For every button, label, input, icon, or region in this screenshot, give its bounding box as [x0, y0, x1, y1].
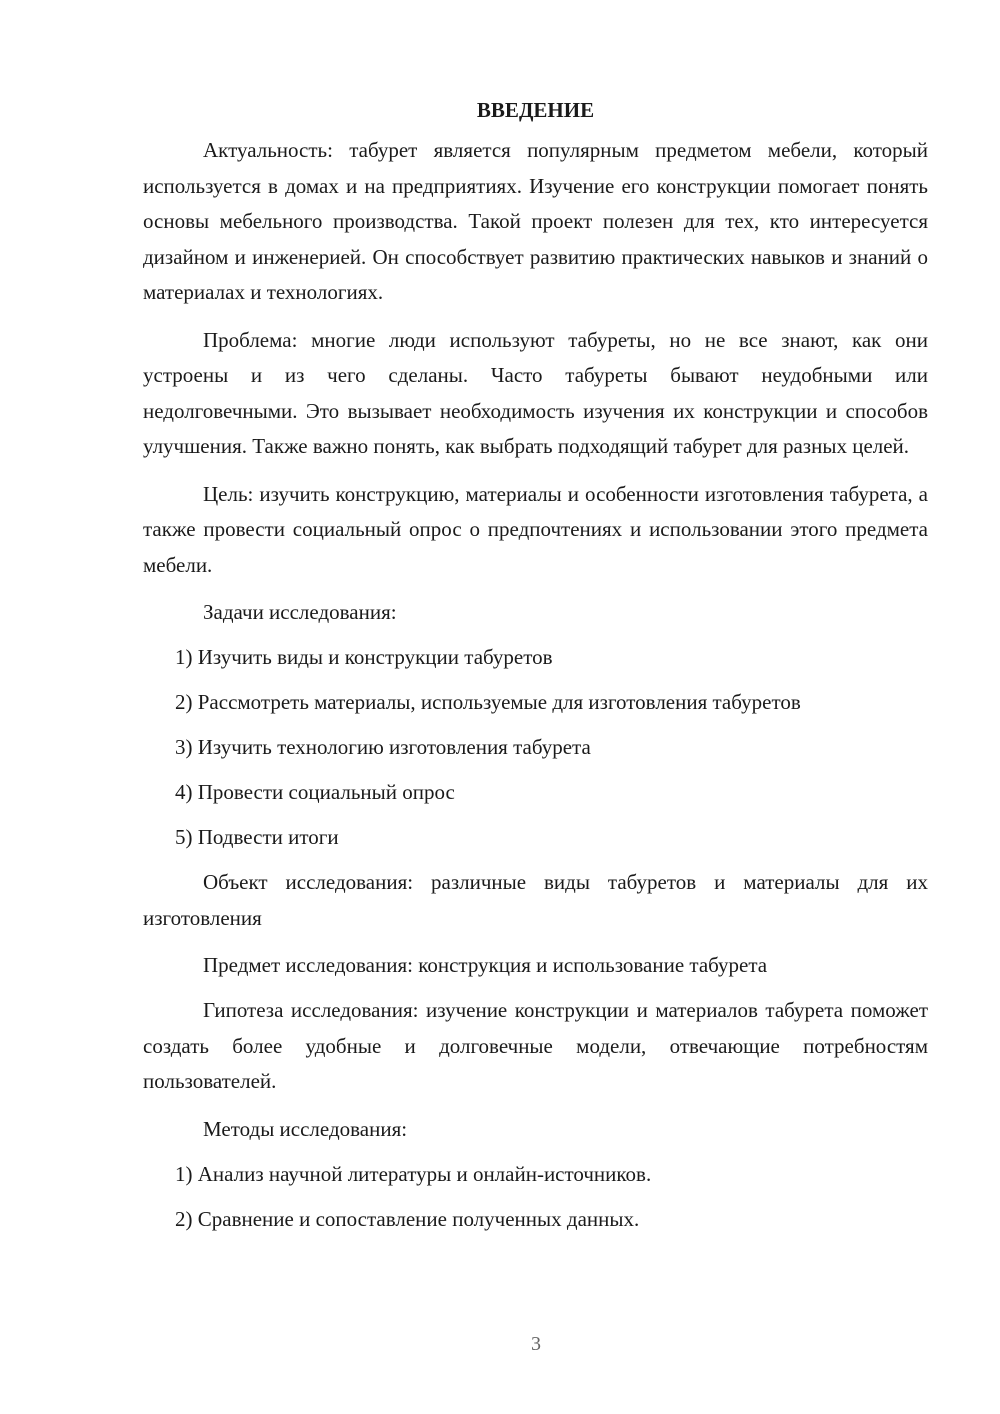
methods-list [143, 1157, 928, 1237]
list-item: 3) Изучить технологию изготовления табурета [175, 735, 591, 759]
document-page [143, 93, 928, 1247]
subject-paragraph: Предмет исследования: конструкция и использование табурета [203, 953, 768, 977]
list-item: 1) Анализ научной литературы и онлайн-источников. [175, 1161, 652, 1186]
list-item: 1) Изучить виды и конструкции табуретов [175, 645, 553, 669]
list-item: 2) Сравнение и сопоставление полученных данных. [175, 1206, 640, 1231]
page-title: ВВЕДЕНИЕ [476, 98, 595, 122]
list-item: 5) Подвести итоги [175, 825, 339, 849]
tasks-heading: Задачи исследования: [203, 600, 397, 624]
object-paragraph: Объект исследования: различные виды табуретов и материалы для их изготовления [143, 870, 928, 930]
list-item: 2) Рассмотреть материалы, используемые для изготовления табуретов [175, 690, 801, 714]
problem-paragraph: Проблема: многие люди используют табуреты, но не все знают, как они устроены и из чего сделаны. Часто табуреты бывают неудобными или недолговечными. Это вызывает необходимость изучения их конструкции и способов улучшения. Также важно понять, как выбрать подходящий табурет для разных целей. [143, 327, 928, 458]
tasks-list [143, 640, 928, 855]
hypothesis-paragraph: Гипотеза исследования: изучение конструкции и материалов табурета поможет создать более удобные и долговечные модели, отвечающие потребностям пользователей. [143, 998, 928, 1093]
methods-heading: Методы исследования: [203, 1116, 408, 1141]
goal-paragraph: Цель: изучить конструкцию, материалы и особенности изготовления табурета, а также провести социальный опрос о предпочтениях и использовании этого предмета мебели. [143, 481, 928, 577]
list-item: 4) Провести социальный опрос [175, 780, 455, 804]
relevance-paragraph: Актуальность: табурет является популярным предметом мебели, который используется в домах и на предприятиях. Изучение его конструкции помогает понять основы мебельного производства. Такой проект полезен для тех, кто интересуется дизайном и инженерией. Он способствует развитию практических навыков и знаний о материалах и технологиях. [143, 138, 928, 304]
page-number: 3 [531, 1333, 541, 1355]
